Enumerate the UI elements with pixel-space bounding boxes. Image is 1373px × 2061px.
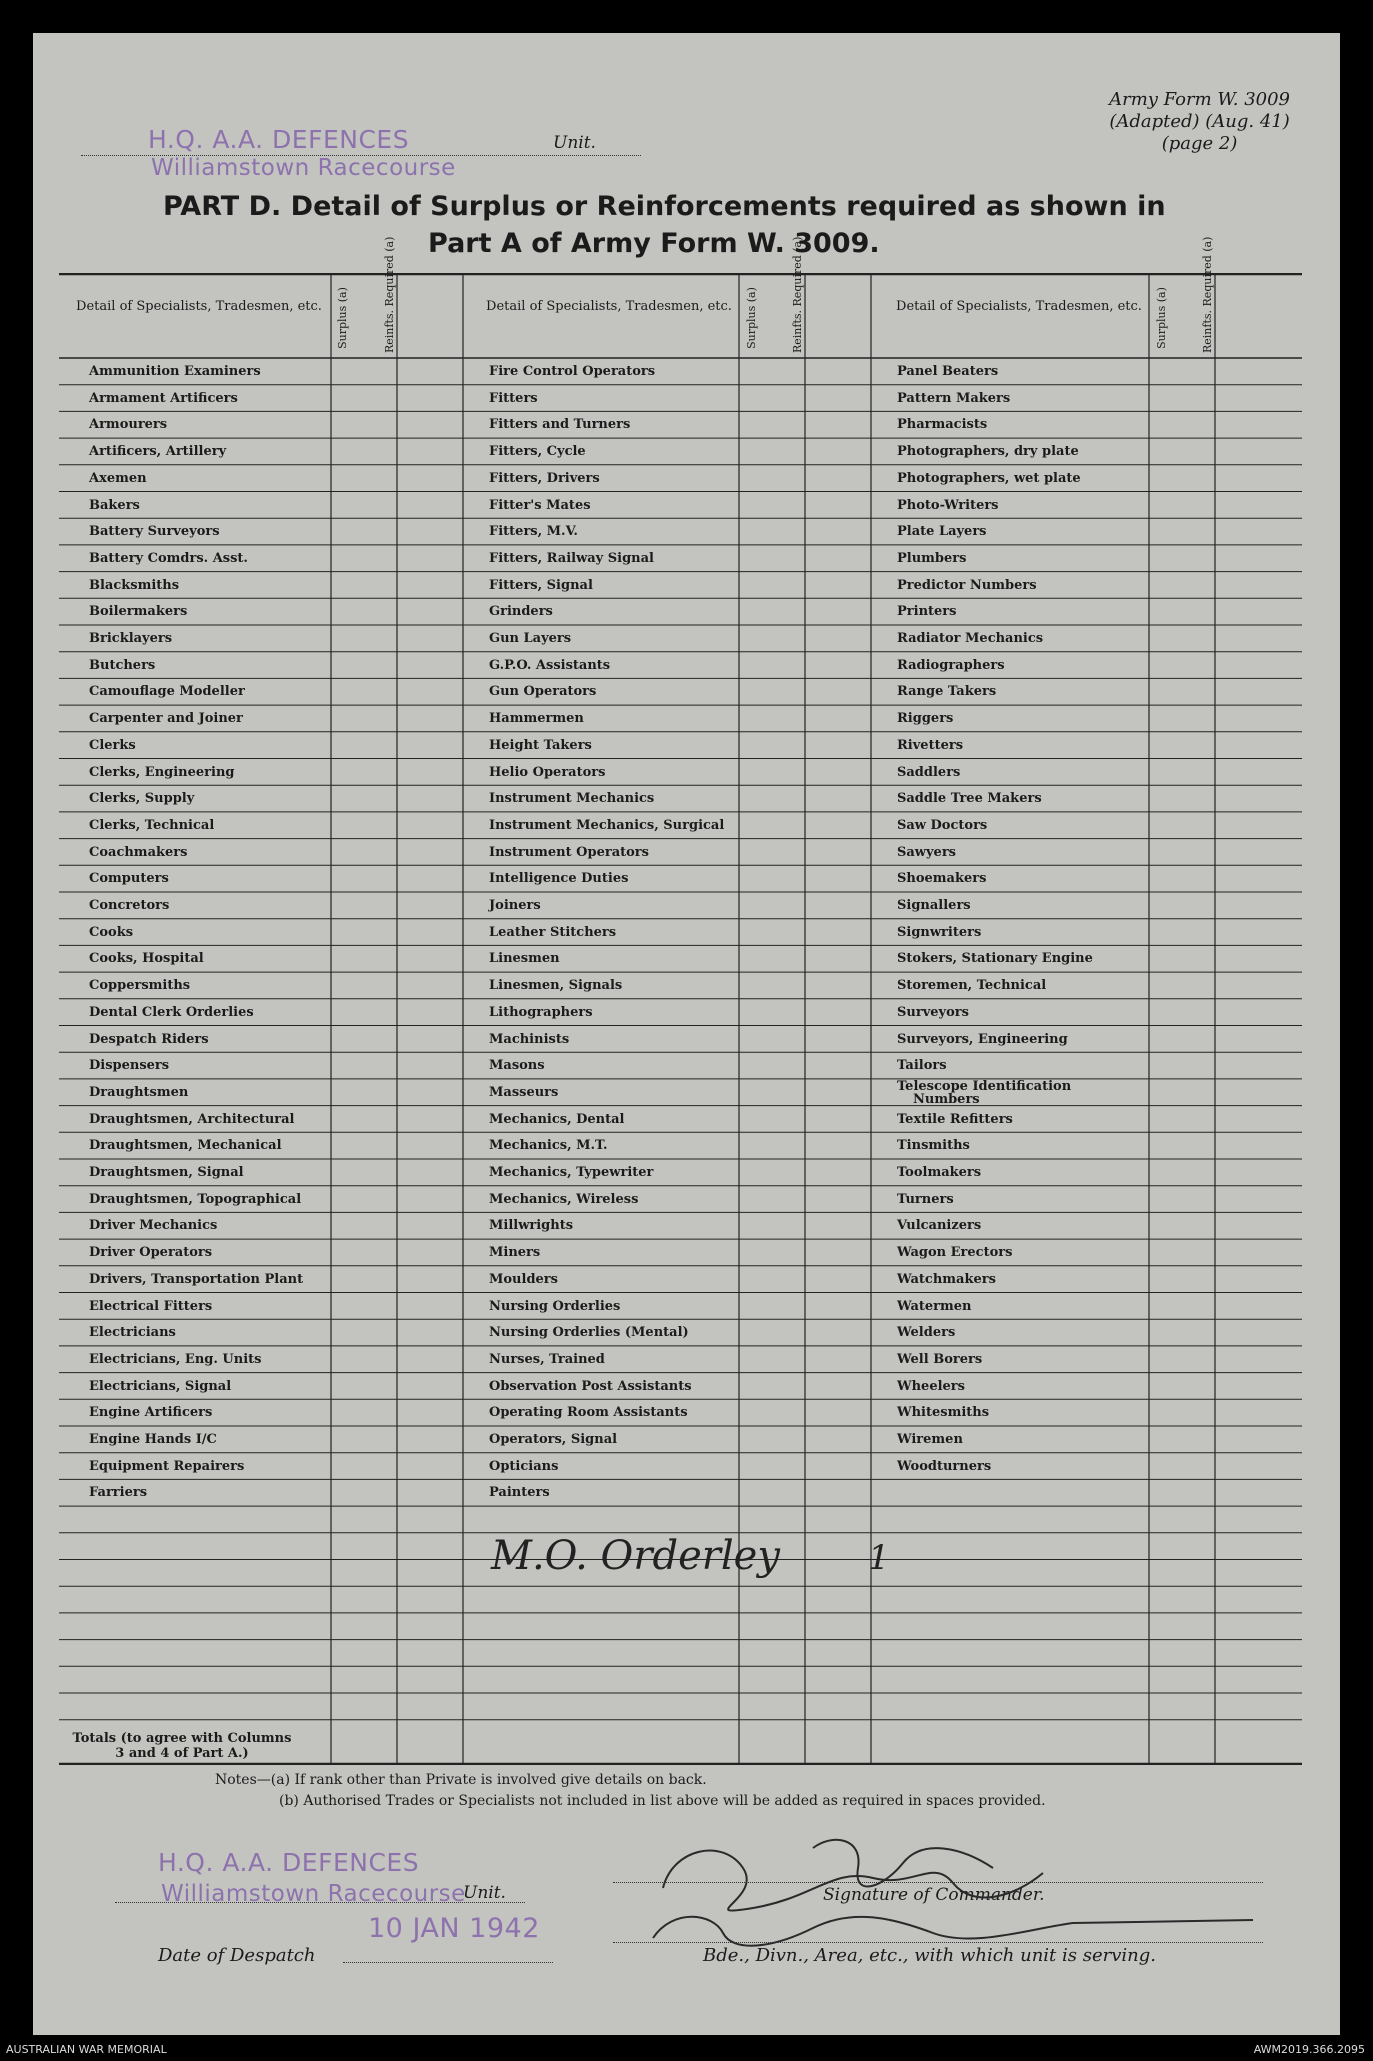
trade-row-label: Pattern Makers	[897, 390, 1011, 406]
trade-row-label: Sawyers	[897, 844, 956, 860]
trade-row-label: Woodturners	[897, 1458, 992, 1474]
trade-row-label: Concretors	[89, 898, 170, 913]
trade-row-label: Drivers, Transportation Plant	[89, 1271, 304, 1287]
trade-row-label: Joiners	[489, 898, 541, 913]
trade-row-label: G.P.O. Assistants	[489, 657, 611, 673]
trade-row-label: Fitters, Railway Signal	[489, 550, 654, 566]
trade-row-label: Signwriters	[897, 924, 982, 940]
trade-row-label: Millwrights	[489, 1218, 574, 1234]
header-surplus-col2: Surplus (a)	[745, 287, 758, 349]
trade-row-label: Engine Hands I/C	[89, 1432, 217, 1447]
trade-row-label: Ammunition Examiners	[89, 364, 261, 379]
trade-row-label: Camouflage Modeller	[89, 684, 245, 700]
trade-row-label: Operating Room Assistants	[489, 1405, 688, 1421]
trade-row-label: Fitter's Mates	[489, 497, 591, 513]
trade-row-label: Moulders	[489, 1271, 558, 1287]
trade-row-label: Pharmacists	[897, 417, 988, 433]
trade-row-label: Textile Refitters	[897, 1111, 1013, 1127]
trade-row-label: Machinists	[489, 1031, 570, 1047]
trade-row-label: Tinsmiths	[897, 1138, 970, 1154]
header-detail-col3: Detail of Specialists, Tradesmen, etc.	[896, 299, 1142, 314]
trade-row-label: Clerks	[89, 737, 136, 753]
form-title-line1: PART D. Detail of Surplus or Reinforcements required as shown in	[163, 191, 1166, 222]
trade-row-label: Mechanics, Wireless	[489, 1191, 639, 1207]
trade-row-label: Fitters, Drivers	[489, 470, 600, 486]
trade-row-label: Painters	[489, 1485, 550, 1501]
trade-row-label: Radiator Mechanics	[897, 631, 1044, 646]
trade-row-label: Photographers, wet plate	[897, 470, 1081, 486]
trade-row-label: Hammermen	[489, 711, 584, 727]
note-b: (b) Authorised Trades or Specialists not included in list above will be added as required in spaces provided.	[279, 1793, 1046, 1809]
form-ref-line3: (page 2)	[1161, 133, 1238, 154]
trade-row-label: Opticians	[489, 1458, 559, 1474]
trade-row-label: Masons	[489, 1058, 545, 1074]
trade-row-label: Bricklayers	[89, 631, 173, 646]
trade-row-label: Artificers, Artillery	[89, 444, 227, 460]
trade-row-label: Despatch Riders	[89, 1031, 209, 1047]
trade-row-label: Driver Mechanics	[89, 1218, 218, 1234]
signature-label: Signature of Commander.	[823, 1885, 1045, 1905]
trade-row-label: Fitters, Cycle	[489, 444, 586, 460]
unit-label-top: Unit.	[553, 133, 596, 153]
trade-row-label: Intelligence Duties	[489, 871, 629, 887]
commander-signature-icon	[633, 1828, 1273, 1958]
trade-row-label: Grinders	[489, 604, 553, 620]
trade-row-label: Telescope Identification Numbers	[897, 1078, 1072, 1107]
trade-row-label: Saddlers	[897, 764, 961, 780]
despatch-label: Date of Despatch	[158, 1945, 316, 1966]
trade-row-label: Whitesmiths	[897, 1405, 990, 1421]
trade-row-label: Lithographers	[489, 1004, 593, 1020]
trade-row-label: Miners	[489, 1245, 541, 1261]
header-surplus-col1: Surplus (a)	[336, 287, 349, 349]
trade-row-label: Carpenter and Joiner	[89, 711, 243, 727]
trade-row-label: Fitters, M.V.	[489, 524, 578, 540]
trade-row-label: Turners	[897, 1191, 954, 1207]
trade-row-label: Axemen	[89, 470, 147, 486]
trade-row-label: Electricians, Eng. Units	[89, 1351, 262, 1367]
trade-row-label: Printers	[897, 604, 957, 620]
trade-row-label: Clerks, Engineering	[89, 764, 235, 780]
trade-row-label: Armament Artificers	[89, 390, 238, 406]
trade-row-label: Fire Control Operators	[489, 364, 656, 379]
trade-row-label: Helio Operators	[489, 764, 606, 780]
trade-row-label: Draughtsmen	[89, 1084, 189, 1100]
unit-stamp-line2-bottom: Williamstown Racecourse	[161, 1881, 466, 1907]
trade-row-label: Surveyors	[897, 1004, 969, 1020]
trade-row-label: Battery Comdrs. Asst.	[89, 550, 248, 566]
trade-row-label: Operators, Signal	[489, 1432, 618, 1447]
trade-row-label: Boilermakers	[89, 604, 188, 620]
trade-row-label: Gun Operators	[489, 684, 597, 700]
header-reinfts-col1: Reinfts. Required (a)	[383, 236, 396, 353]
trade-row-label: Shoemakers	[897, 871, 987, 887]
trade-row-label: Engine Artificers	[89, 1405, 213, 1421]
trade-row-label: Stokers, Stationary Engine	[897, 951, 1093, 967]
totals-label: Totals (to agree with Columns 3 and 4 of Part A.)	[72, 1731, 292, 1761]
header-surplus-col3: Surplus (a)	[1155, 287, 1168, 349]
trade-row-label: Saw Doctors	[897, 817, 988, 833]
trade-row-label: Signallers	[897, 898, 971, 913]
trade-row-label: Storemen, Technical	[897, 978, 1047, 994]
unit-stamp-line2-top: Williamstown Racecourse	[151, 155, 456, 181]
trade-row-label: Photographers, dry plate	[897, 444, 1079, 460]
date-stamp: 10 JAN 1942	[368, 1913, 540, 1944]
trade-row-label: Fitters, Signal	[489, 577, 593, 593]
trade-row-label: Photo-Writers	[897, 497, 999, 513]
trade-row-label: Nurses, Trained	[489, 1351, 605, 1367]
bde-label: Bde., Divn., Area, etc., with which unit is serving.	[703, 1945, 1156, 1966]
trade-row-label: Plate Layers	[897, 524, 987, 540]
trade-row-label: Nursing Orderlies (Mental)	[489, 1325, 689, 1341]
trade-row-label: Predictor Numbers	[897, 577, 1037, 593]
trade-row-label: Draughtsmen, Topographical	[89, 1191, 302, 1207]
trade-row-label: Linesmen	[489, 951, 560, 967]
unit-stamp-line1-bottom: H.Q. A.A. DEFENCES	[158, 1848, 420, 1877]
handwritten-trade-entry: M.O. Orderley	[491, 1533, 780, 1579]
trade-row-label: Wheelers	[897, 1378, 965, 1394]
trade-row-label: Toolmakers	[897, 1165, 982, 1180]
trade-row-label: Clerks, Supply	[89, 791, 195, 807]
trade-row-label: Welders	[897, 1325, 956, 1341]
trade-row-label: Well Borers	[897, 1351, 983, 1367]
trade-row-label: Draughtsmen, Architectural	[89, 1111, 295, 1127]
trade-row-label: Range Takers	[897, 684, 997, 700]
trade-row-label: Nursing Orderlies	[489, 1298, 621, 1314]
trade-row-label: Equipment Repairers	[89, 1458, 245, 1474]
trade-row-label: Blacksmiths	[89, 577, 180, 593]
trade-row-label: Coachmakers	[89, 844, 188, 860]
trade-row-label: Draughtsmen, Signal	[89, 1165, 244, 1180]
trade-row-label: Wiremen	[897, 1432, 963, 1447]
trade-row-label: Cooks	[89, 924, 134, 940]
header-reinfts-col2: Reinfts. Required (a)	[791, 236, 804, 353]
form-page	[33, 33, 1340, 2035]
bde-field[interactable]	[613, 1941, 1263, 1943]
trade-row-label: Draughtsmen, Mechanical	[89, 1138, 282, 1154]
trade-row-label: Computers	[89, 871, 169, 887]
trade-row-label: Vulcanizers	[897, 1218, 982, 1234]
trade-row-label: Instrument Mechanics	[489, 791, 655, 807]
trade-row-label: Dental Clerk Orderlies	[89, 1004, 254, 1020]
trade-row-label: Battery Surveyors	[89, 524, 220, 540]
trade-row-label: Height Takers	[489, 737, 592, 753]
trade-row-label: Mechanics, Dental	[489, 1111, 625, 1127]
trade-row-label: Gun Layers	[489, 631, 572, 646]
trade-row-label: Observation Post Assistants	[489, 1378, 692, 1394]
form-title-line2: Part A of Army Form W. 3009.	[428, 228, 880, 259]
form-reference	[1109, 89, 1290, 155]
trade-row-label: Electricians	[89, 1325, 176, 1341]
trade-row-label: Instrument Operators	[489, 844, 649, 860]
footer-accession: AWM2019.366.2095	[1253, 2043, 1365, 2056]
trade-row-label: Farriers	[89, 1485, 148, 1501]
trade-row-label: Tailors	[897, 1058, 947, 1074]
trade-row-label: Cooks, Hospital	[89, 951, 204, 967]
trade-row-label: Coppersmiths	[89, 978, 191, 994]
trade-row-label: Clerks, Technical	[89, 817, 215, 833]
trade-row-label: Bakers	[89, 497, 140, 513]
header-reinfts-col3: Reinfts. Required (a)	[1201, 236, 1214, 353]
note-a: Notes—(a) If rank other than Private is involved give details on back.	[215, 1772, 707, 1788]
despatch-field[interactable]	[343, 1961, 553, 1963]
trade-row-label: Panel Beaters	[897, 364, 999, 379]
trade-row-label: Dispensers	[89, 1058, 170, 1074]
trade-row-label: Butchers	[89, 657, 156, 673]
form-ref-line1: Army Form W. 3009	[1109, 89, 1290, 110]
trade-row-label: Watchmakers	[897, 1271, 996, 1287]
trade-row-label: Radiographers	[897, 657, 1005, 673]
trade-row-label: Saddle Tree Makers	[897, 791, 1042, 807]
trade-row-label: Wagon Erectors	[897, 1245, 1013, 1261]
trade-row-label: Rivetters	[897, 737, 964, 753]
trade-row-label: Armourers	[89, 417, 168, 433]
trade-row-label: Electricians, Signal	[89, 1378, 232, 1394]
trade-row-label: Linesmen, Signals	[489, 978, 623, 994]
trade-row-label: Surveyors, Engineering	[897, 1031, 1068, 1047]
trade-row-label: Mechanics, M.T.	[489, 1138, 608, 1154]
header-detail-col1: Detail of Specialists, Tradesmen, etc.	[76, 299, 322, 314]
header-detail-col2: Detail of Specialists, Tradesmen, etc.	[486, 299, 732, 314]
trade-row-label: Driver Operators	[89, 1245, 213, 1261]
trade-row-label: Mechanics, Typewriter	[489, 1165, 654, 1180]
trade-row-label: Fitters	[489, 390, 538, 406]
trade-row-label: Riggers	[897, 711, 954, 727]
trade-row-label: Plumbers	[897, 550, 967, 566]
trade-row-label: Instrument Mechanics, Surgical	[489, 817, 725, 833]
handwritten-reinfts-qty: 1	[868, 1538, 890, 1578]
form-ref-line2: (Adapted) (Aug. 41)	[1109, 111, 1290, 132]
trade-row-label: Masseurs	[489, 1084, 559, 1100]
trade-row-label: Fitters and Turners	[489, 417, 631, 433]
unit-label-bottom: Unit.	[463, 1883, 506, 1903]
trade-row-label: Leather Stitchers	[489, 924, 617, 940]
footer-credit: AUSTRALIAN WAR MEMORIAL	[6, 2043, 167, 2056]
trade-row-label: Watermen	[897, 1298, 972, 1314]
unit-stamp-line1-top: H.Q. A.A. DEFENCES	[148, 125, 410, 154]
trade-row-label: Electrical Fitters	[89, 1298, 213, 1314]
